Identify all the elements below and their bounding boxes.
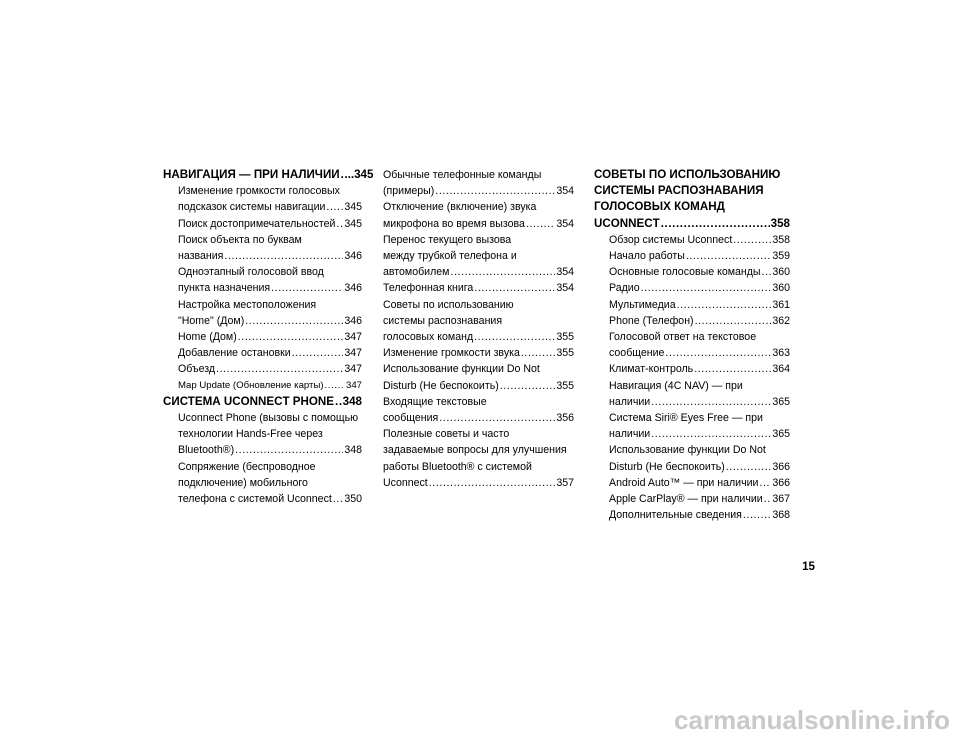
toc-entry[interactable]: Android Auto™ — при наличии ..... 366 bbox=[594, 475, 790, 491]
toc-entry[interactable]: Телефонная книга ..... 354 bbox=[383, 280, 574, 296]
toc-entry[interactable]: Настройка местоположения "Home" (Дом) ..... 346 bbox=[163, 297, 362, 329]
toc-column-3 bbox=[594, 167, 790, 523]
toc-entry[interactable]: Начало работы ..... 359 bbox=[594, 248, 790, 264]
toc-entry[interactable]: Поиск достопримечательностей ..... 345 bbox=[163, 216, 362, 232]
toc-entry[interactable]: Изменение громкости голосовых подсказок системы навигации ..... 345 bbox=[163, 183, 362, 215]
toc-entry[interactable]: Полезные советы и часто задаваемые вопросы для улучшения работы Bluetooth® с системой Uconnect ..... 357 bbox=[383, 426, 574, 491]
page-number: 15 bbox=[802, 560, 815, 573]
toc-entry[interactable]: Map Update (Обновление карты) ..... 347 bbox=[163, 378, 362, 394]
toc-entry[interactable]: Отключение (включение) звука микрофона во время вызова ..... 354 bbox=[383, 199, 574, 231]
toc-entry[interactable]: Обзор системы Uconnect ..... 358 bbox=[594, 232, 790, 248]
toc-entry[interactable]: Дополнительные сведения ..... 368 bbox=[594, 507, 790, 523]
toc-entry[interactable]: Изменение громкости звука ..... 355 bbox=[383, 345, 574, 361]
toc-entry[interactable]: Сопряжение (беспроводное подключение) мобильного телефона с системой Uconnect ..... 350 bbox=[163, 459, 362, 508]
toc-entry[interactable]: Использование функции Do Not Disturb (Не беспокоить) ..... 355 bbox=[383, 361, 574, 393]
toc-entry[interactable]: Входящие текстовые сообщения ..... 356 bbox=[383, 394, 574, 426]
toc-entry[interactable]: Home (Дом) ..... 347 bbox=[163, 329, 362, 345]
toc-entry[interactable]: Обычные телефонные команды (примеры) ..... 354 bbox=[383, 167, 574, 199]
toc-entry[interactable]: Использование функции Do Not Disturb (Не беспокоить) ..... 366 bbox=[594, 442, 790, 474]
toc-entry[interactable]: Основные голосовые команды ..... 360 bbox=[594, 264, 790, 280]
toc-column-2 bbox=[383, 167, 574, 491]
toc-entry[interactable]: Объезд ..... 347 bbox=[163, 361, 362, 377]
toc-entry[interactable]: Одноэтапный голосовой ввод пункта назначения ..... 346 bbox=[163, 264, 362, 296]
toc-entry[interactable]: Климат-контроль ..... 364 bbox=[594, 361, 790, 377]
toc-entry[interactable]: Голосовой ответ на текстовое сообщение ..... 363 bbox=[594, 329, 790, 361]
toc-entry[interactable]: Навигация (4C NAV) — при наличии ..... 365 bbox=[594, 378, 790, 410]
toc-heading-navigation[interactable]: НАВИГАЦИЯ — ПРИ НАЛИЧИИ ..... ..345 bbox=[163, 167, 362, 183]
toc-entry[interactable]: Поиск объекта по буквам названия ..... 346 bbox=[163, 232, 362, 264]
toc-entry[interactable]: Uconnect Phone (вызовы с помощью технологии Hands-Free через Bluetooth®) ..... 348 bbox=[163, 410, 362, 459]
toc-entry[interactable]: Советы по использованию системы распознавания голосовых команд ..... 355 bbox=[383, 297, 574, 346]
watermark: carmanualsonline.info bbox=[674, 705, 950, 735]
toc-entry[interactable]: Система Siri® Eyes Free — при наличии ..... 365 bbox=[594, 410, 790, 442]
toc-heading-voice-commands[interactable]: СОВЕТЫ ПО ИСПОЛЬЗОВАНИЮ СИСТЕМЫ РАСПОЗНАВАНИЯ ГОЛОСОВЫХ КОМАНД UCONNECT ..... 358 bbox=[594, 167, 790, 232]
toc-entry[interactable]: Apple CarPlay® — при наличии ..... 367 bbox=[594, 491, 790, 507]
toc-entry[interactable]: Мультимедиа ..... 361 bbox=[594, 297, 790, 313]
toc-heading-uconnect-phone[interactable]: СИСТЕМА UCONNECT PHONE ..... 348 bbox=[163, 394, 362, 410]
toc-entry[interactable]: Phone (Телефон) ..... 362 bbox=[594, 313, 790, 329]
toc-entry[interactable]: Перенос текущего вызова между трубкой телефона и автомобилем ..... 354 bbox=[383, 232, 574, 281]
toc-entry[interactable]: Добавление остановки ..... 347 bbox=[163, 345, 362, 361]
toc-entry[interactable]: Радио ..... 360 bbox=[594, 280, 790, 296]
toc-column-1 bbox=[163, 167, 374, 507]
